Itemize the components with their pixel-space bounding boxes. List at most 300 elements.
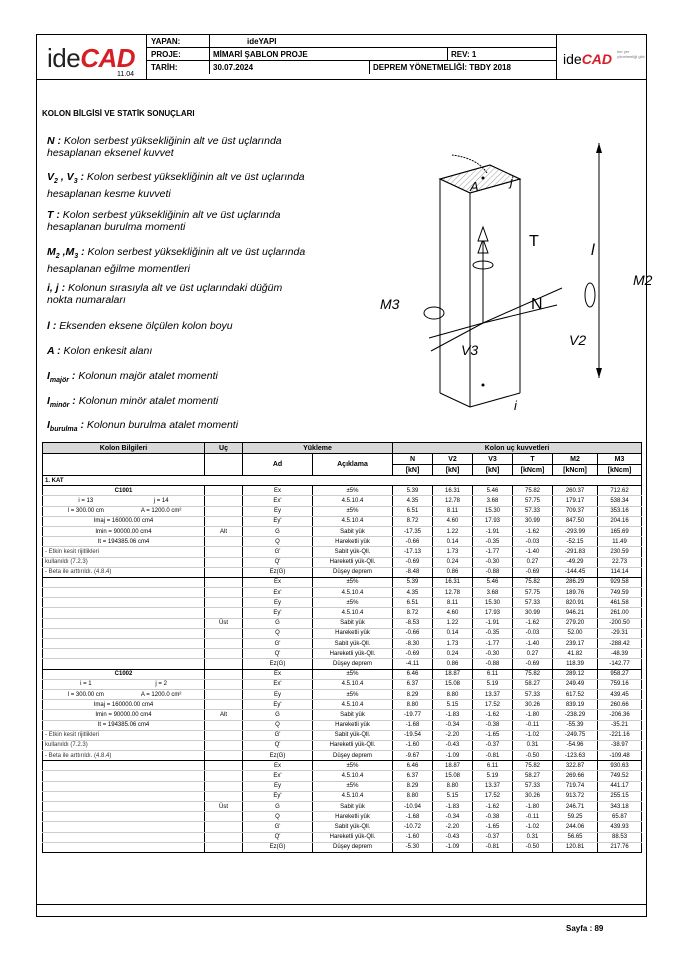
force-value-cell: -48.39 <box>598 649 642 659</box>
force-value-cell: -1.60 <box>393 740 433 750</box>
uc-cell <box>205 842 243 852</box>
load-desc-cell: 4.5.10.4 <box>313 791 393 801</box>
force-value-cell: -17.35 <box>393 526 433 536</box>
column-info-cell: - Beta ile arttırıldı. (4.8.4) <box>43 751 205 761</box>
uc-cell <box>205 516 243 526</box>
legend-key: $M_2$ $,M_3$ : <box>47 246 85 261</box>
column-info-cell: Imin = 90000.00 cm4 <box>43 710 205 720</box>
load-desc-cell: Sabit yük <box>313 618 393 628</box>
force-value-cell: 8.72 <box>393 608 433 618</box>
force-value-cell: 16.31 <box>433 577 473 587</box>
table-row <box>43 486 642 496</box>
force-value-cell: -0.69 <box>513 567 553 577</box>
force-value-cell: 15.08 <box>433 771 473 781</box>
force-value-cell: 57.33 <box>513 689 553 699</box>
load-name-cell: G' <box>243 822 313 832</box>
column-info-cell: kullanıldı (7.2.3) <box>43 740 205 750</box>
table-row <box>43 700 642 710</box>
force-value-cell: -0.30 <box>473 649 513 659</box>
load-name-cell: Ex <box>243 486 313 496</box>
load-desc-cell: ±5% <box>313 506 393 516</box>
force-value-cell: 13.37 <box>473 781 513 791</box>
force-value-cell: -54.96 <box>553 740 598 750</box>
force-value-cell: 269.66 <box>553 771 598 781</box>
legend-key: T : <box>47 209 60 221</box>
table-row <box>43 628 642 638</box>
column-info-empty <box>43 659 205 669</box>
col-v2: V2 <box>433 454 473 465</box>
uc-cell <box>205 679 243 689</box>
force-value-cell: 56.65 <box>553 832 598 842</box>
force-value-cell: -0.50 <box>513 842 553 852</box>
column-info-cell: Imaj = 160000.00 cm4 <box>43 516 205 526</box>
force-value-cell: -5.30 <box>393 842 433 852</box>
force-value-cell: 3.68 <box>473 588 513 598</box>
label-m3: M3 <box>380 296 400 312</box>
col-kolon-empty <box>43 454 205 476</box>
column-info-empty <box>43 832 205 842</box>
force-value-cell: 57.33 <box>513 598 553 608</box>
force-value-cell: 8.80 <box>433 781 473 791</box>
legend-iburulma <box>47 419 307 436</box>
label-i: i <box>514 398 517 413</box>
column-info-cell: Imaj = 160000.00 cm4 <box>43 700 205 710</box>
force-value-cell: -109.48 <box>598 751 642 761</box>
force-value-cell: 0.14 <box>433 537 473 547</box>
load-desc-cell: Hareketli yük <box>313 537 393 547</box>
force-value-cell: 65.87 <box>598 812 642 822</box>
table-row <box>43 608 642 618</box>
force-value-cell: -1.40 <box>513 547 553 557</box>
logo-small-cad: CAD <box>581 51 613 67</box>
uc-cell <box>205 791 243 801</box>
table-row <box>43 751 642 761</box>
force-value-cell: 261.00 <box>598 608 642 618</box>
legend-t <box>47 209 307 233</box>
force-value-cell: -123.63 <box>553 751 598 761</box>
force-value-cell: 8.80 <box>433 689 473 699</box>
force-value-cell: -0.34 <box>433 720 473 730</box>
idecad-logo <box>37 35 147 80</box>
force-value-cell: 946.21 <box>553 608 598 618</box>
force-value-cell: -0.34 <box>433 812 473 822</box>
unit-v3: [kN] <box>473 465 513 476</box>
load-desc-cell: Sabit yük <box>313 526 393 536</box>
force-value-cell: -1.68 <box>393 720 433 730</box>
table-row <box>43 649 642 659</box>
document-page <box>36 34 653 917</box>
load-name-cell: Ey <box>243 689 313 699</box>
column-info-cell: l = 300.00 cm A = 1200.0 cm² <box>43 689 205 699</box>
legend-a <box>47 345 307 357</box>
force-value-cell: -0.43 <box>433 832 473 842</box>
force-value-cell: -10.72 <box>393 822 433 832</box>
uc-cell <box>205 751 243 761</box>
force-value-cell: -2.20 <box>433 730 473 740</box>
legend-m <box>47 246 307 275</box>
force-value-cell: 4.60 <box>433 516 473 526</box>
table-row <box>43 802 642 812</box>
uc-cell <box>205 506 243 516</box>
force-value-cell: 929.58 <box>598 577 642 587</box>
uc-cell <box>205 669 243 679</box>
force-value-cell: 279.20 <box>553 618 598 628</box>
force-value-cell: 6.11 <box>473 669 513 679</box>
force-value-cell: 0.86 <box>433 659 473 669</box>
force-value-cell: -1.09 <box>433 751 473 761</box>
logo-ide: ide <box>47 43 81 73</box>
load-desc-cell: 4.5.10.4 <box>313 679 393 689</box>
load-desc-cell: Hareketli yük-Qll. <box>313 740 393 750</box>
legend-iminor <box>47 395 307 412</box>
load-desc-cell: ±5% <box>313 781 393 791</box>
load-desc-cell: Düşey deprem <box>313 567 393 577</box>
load-name-cell: Ey' <box>243 700 313 710</box>
uc-cell <box>205 577 243 587</box>
legend-key: $I_{majör}$ : <box>47 370 76 385</box>
load-name-cell: Ex' <box>243 679 313 689</box>
force-value-cell: -35.21 <box>598 720 642 730</box>
force-value-cell: -200.50 <box>598 618 642 628</box>
force-value-cell: 439.45 <box>598 689 642 699</box>
proje-row <box>147 48 556 61</box>
force-value-cell: 17.93 <box>473 516 513 526</box>
force-value-cell: -0.38 <box>473 812 513 822</box>
uc-cell <box>205 537 243 547</box>
deprem-label: DEPREM YÖNETMELİĞİ: TBDY 2018 <box>373 63 511 72</box>
column-force-diagram <box>337 133 653 423</box>
column-info-empty <box>43 812 205 822</box>
column-info-empty <box>43 588 205 598</box>
uc-cell <box>205 608 243 618</box>
force-value-cell: -8.53 <box>393 618 433 628</box>
force-value-cell: -10.94 <box>393 802 433 812</box>
col-kuvvet: Kolon uç kuvvetleri <box>393 443 642 454</box>
column-info-cell: l = 300.00 cm A = 1200.0 cm² <box>43 506 205 516</box>
force-value-cell: 11.49 <box>598 537 642 547</box>
force-value-cell: -55.39 <box>553 720 598 730</box>
tarih-value: 30.07.2024 <box>213 63 254 72</box>
column-info-empty <box>43 639 205 649</box>
force-value-cell: 1.73 <box>433 547 473 557</box>
load-name-cell: Q <box>243 537 313 547</box>
tarih-row <box>147 61 556 74</box>
force-value-cell: 5.46 <box>473 577 513 587</box>
column-info-empty <box>43 628 205 638</box>
column-info-cell: - Etkin kesit rijitlikleri <box>43 730 205 740</box>
table-row <box>43 598 642 608</box>
load-desc-cell: Sabit yük <box>313 802 393 812</box>
force-value-cell: 343.18 <box>598 802 642 812</box>
force-value-cell: -1.91 <box>473 618 513 628</box>
force-value-cell: 0.31 <box>513 832 553 842</box>
title-block-grid <box>147 35 556 80</box>
force-value-cell: -38.97 <box>598 740 642 750</box>
force-value-cell: 30.26 <box>513 700 553 710</box>
uc-cell <box>205 822 243 832</box>
force-value-cell: -0.35 <box>473 537 513 547</box>
load-name-cell: Ez(G) <box>243 751 313 761</box>
force-value-cell: -1.65 <box>473 730 513 740</box>
table-row <box>43 740 642 750</box>
column-info-empty <box>43 761 205 771</box>
table-row <box>43 771 642 781</box>
legend-text: Eksenden eksene ölçülen kolon boyu <box>56 320 233 332</box>
force-value-cell: 260.37 <box>553 486 598 496</box>
force-value-cell: 41.82 <box>553 649 598 659</box>
col-yukleme: Yükleme <box>243 443 393 454</box>
yapan-row <box>147 35 556 48</box>
kat-label: 1. KAT <box>43 476 642 486</box>
col-n: N <box>393 454 433 465</box>
legend-key: i, j : <box>47 282 66 294</box>
unit-t: [kNcm] <box>513 465 553 476</box>
force-value-cell: 6.46 <box>393 669 433 679</box>
uc-cell <box>205 486 243 496</box>
load-desc-cell: Hareketli yük <box>313 720 393 730</box>
load-name-cell: Q' <box>243 740 313 750</box>
force-value-cell: 8.72 <box>393 516 433 526</box>
yapan-label: YAPAN: <box>151 37 181 46</box>
force-value-cell: 114.14 <box>598 567 642 577</box>
load-name-cell: Q' <box>243 832 313 842</box>
force-value-cell: 5.15 <box>433 791 473 801</box>
load-name-cell: G <box>243 618 313 628</box>
table-row <box>43 618 642 628</box>
uc-cell <box>205 730 243 740</box>
legend-text: Kolon serbest yüksekliğinin alt ve üst uçlarında hesaplanan burulma momenti <box>47 209 281 233</box>
force-value-cell: -19.77 <box>393 710 433 720</box>
force-value-cell: -29.31 <box>598 628 642 638</box>
legend-key: $I_{minör}$ : <box>47 395 76 410</box>
load-name-cell: Ez(G) <box>243 659 313 669</box>
table-row <box>43 588 642 598</box>
table-row <box>43 781 642 791</box>
force-value-cell: 88.53 <box>598 832 642 842</box>
force-value-cell: -1.80 <box>513 802 553 812</box>
force-value-cell: 913.72 <box>553 791 598 801</box>
force-value-cell: -0.35 <box>473 628 513 638</box>
column-info-empty <box>43 802 205 812</box>
force-value-cell: 75.82 <box>513 669 553 679</box>
table-row <box>43 526 642 536</box>
load-desc-cell: 4.5.10.4 <box>313 496 393 506</box>
uc-cell <box>205 771 243 781</box>
force-value-cell: -293.99 <box>553 526 598 536</box>
force-value-cell: 719.74 <box>553 781 598 791</box>
label-j: j <box>510 174 513 189</box>
unit-m3: [kNcm] <box>598 465 642 476</box>
load-desc-cell: ±5% <box>313 486 393 496</box>
force-value-cell: 8.80 <box>393 791 433 801</box>
load-name-cell: Ey <box>243 506 313 516</box>
force-value-cell: 759.16 <box>598 679 642 689</box>
force-value-cell: 18.87 <box>433 761 473 771</box>
idecad-logo-small <box>556 35 646 80</box>
unit-v2: [kN] <box>433 465 473 476</box>
column-info-empty <box>43 618 205 628</box>
load-name-cell: Ex' <box>243 588 313 598</box>
force-value-cell: -0.03 <box>513 628 553 638</box>
load-name-cell: Ex' <box>243 496 313 506</box>
force-value-cell: 958.27 <box>598 669 642 679</box>
load-name-cell: Ey <box>243 781 313 791</box>
force-value-cell: 18.87 <box>433 669 473 679</box>
col-uc-empty <box>205 454 243 476</box>
load-name-cell: Ex <box>243 761 313 771</box>
column-info-cell: C1001 <box>43 486 205 496</box>
force-value-cell: -0.11 <box>513 812 553 822</box>
force-value-cell: 617.52 <box>553 689 598 699</box>
label-a: A <box>470 179 479 194</box>
unit-m2: [kNcm] <box>553 465 598 476</box>
force-value-cell: -1.68 <box>393 812 433 822</box>
force-value-cell: -0.69 <box>393 557 433 567</box>
force-value-cell: 57.75 <box>513 588 553 598</box>
column-info-empty <box>43 577 205 587</box>
page-number: Sayfa : 89 <box>566 924 604 933</box>
column-info-empty <box>43 791 205 801</box>
load-desc-cell: Düşey deprem <box>313 842 393 852</box>
force-value-cell: -1.09 <box>433 842 473 852</box>
table-row <box>43 720 642 730</box>
label-l: l <box>591 242 595 259</box>
uc-cell <box>205 639 243 649</box>
load-name-cell: G' <box>243 639 313 649</box>
load-desc-cell: ±5% <box>313 598 393 608</box>
force-value-cell: 6.37 <box>393 771 433 781</box>
force-value-cell: 8.29 <box>393 689 433 699</box>
uc-cell <box>205 547 243 557</box>
col-kolon-bilgileri: Kolon Bilgileri <box>43 443 205 454</box>
legend-text: Kolonun minör atalet momenti <box>75 395 219 407</box>
force-value-cell: 712.62 <box>598 486 642 496</box>
column-results-table <box>42 442 642 853</box>
force-value-cell: 30.26 <box>513 791 553 801</box>
uc-cell <box>205 689 243 699</box>
uc-cell <box>205 740 243 750</box>
load-desc-cell: Sabit yük-Qll. <box>313 822 393 832</box>
uc-cell <box>205 496 243 506</box>
force-value-cell: -0.11 <box>513 720 553 730</box>
force-value-cell: 441.17 <box>598 781 642 791</box>
load-desc-cell: Hareketli yük-Qll. <box>313 649 393 659</box>
force-value-cell: -1.02 <box>513 730 553 740</box>
force-value-cell: 12.78 <box>433 496 473 506</box>
force-value-cell: 57.75 <box>513 496 553 506</box>
table-row <box>43 812 642 822</box>
force-value-cell: 0.27 <box>513 557 553 567</box>
column-info-cell: C1002 <box>43 669 205 679</box>
force-value-cell: 0.14 <box>433 628 473 638</box>
force-value-cell: 5.19 <box>473 771 513 781</box>
uc-cell: Üst <box>205 618 243 628</box>
load-name-cell: G <box>243 710 313 720</box>
force-value-cell: 0.27 <box>513 649 553 659</box>
legend-l <box>47 320 307 332</box>
force-value-cell: 179.17 <box>553 496 598 506</box>
force-value-cell: 57.33 <box>513 781 553 791</box>
force-value-cell: 15.30 <box>473 506 513 516</box>
force-value-cell: 1.73 <box>433 639 473 649</box>
force-value-cell: -0.88 <box>473 659 513 669</box>
force-value-cell: -2.20 <box>433 822 473 832</box>
proje-value: MİMARİ ŞABLON PROJE <box>213 50 308 59</box>
legend-key: $I_{burulma}$ : <box>47 419 84 434</box>
force-value-cell: 847.50 <box>553 516 598 526</box>
uc-cell <box>205 628 243 638</box>
label-n: N <box>531 296 543 313</box>
force-value-cell: 286.29 <box>553 577 598 587</box>
table-row <box>43 679 642 689</box>
uc-cell <box>205 557 243 567</box>
table-row <box>43 761 642 771</box>
table-row <box>43 842 642 852</box>
force-value-cell: -206.36 <box>598 710 642 720</box>
title-block <box>37 35 646 80</box>
column-info-empty <box>43 649 205 659</box>
force-value-cell: 353.16 <box>598 506 642 516</box>
force-value-cell: -1.77 <box>473 639 513 649</box>
force-value-cell: 0.31 <box>513 740 553 750</box>
force-value-cell: -1.80 <box>513 710 553 720</box>
load-desc-cell: 4.5.10.4 <box>313 516 393 526</box>
force-value-cell: 5.46 <box>473 486 513 496</box>
force-value-cell: -1.77 <box>473 547 513 557</box>
force-value-cell: 255.15 <box>598 791 642 801</box>
force-value-cell: 189.76 <box>553 588 598 598</box>
force-value-cell: 4.60 <box>433 608 473 618</box>
force-value-cell: 58.27 <box>513 679 553 689</box>
force-value-cell: 16.31 <box>433 486 473 496</box>
force-value-cell: -8.48 <box>393 567 433 577</box>
force-value-cell: -0.81 <box>473 842 513 852</box>
force-value-cell: 749.59 <box>598 588 642 598</box>
uc-cell <box>205 649 243 659</box>
col-m2: M2 <box>553 454 598 465</box>
col-t: T <box>513 454 553 465</box>
force-value-cell: 75.82 <box>513 486 553 496</box>
load-name-cell: Q <box>243 812 313 822</box>
force-value-cell: 22.73 <box>598 557 642 567</box>
legend-ij <box>47 282 307 306</box>
label-m2: M2 <box>633 272 653 288</box>
force-value-cell: 1.22 <box>433 526 473 536</box>
force-value-cell: -52.15 <box>553 537 598 547</box>
uc-cell: Alt <box>205 710 243 720</box>
force-value-cell: -0.81 <box>473 751 513 761</box>
force-value-cell: -144.45 <box>553 567 598 577</box>
col-m3: M3 <box>598 454 642 465</box>
force-value-cell: 439.93 <box>598 822 642 832</box>
load-desc-cell: Sabit yük <box>313 710 393 720</box>
column-info-cell: It = 194385.06 cm4 <box>43 720 205 730</box>
label-v2: V2 <box>569 332 587 348</box>
force-value-cell: 8.29 <box>393 781 433 791</box>
uc-cell <box>205 761 243 771</box>
force-value-cell: 8.11 <box>433 598 473 608</box>
legend-key: l : <box>47 320 57 332</box>
table-row <box>43 547 642 557</box>
table-row <box>43 496 642 506</box>
force-value-cell: -0.37 <box>473 832 513 842</box>
force-value-cell: 0.24 <box>433 649 473 659</box>
legend-n <box>47 135 307 159</box>
load-name-cell: Ex <box>243 577 313 587</box>
load-name-cell: Ey' <box>243 791 313 801</box>
force-value-cell: 230.59 <box>598 547 642 557</box>
load-name-cell: Ey <box>243 598 313 608</box>
